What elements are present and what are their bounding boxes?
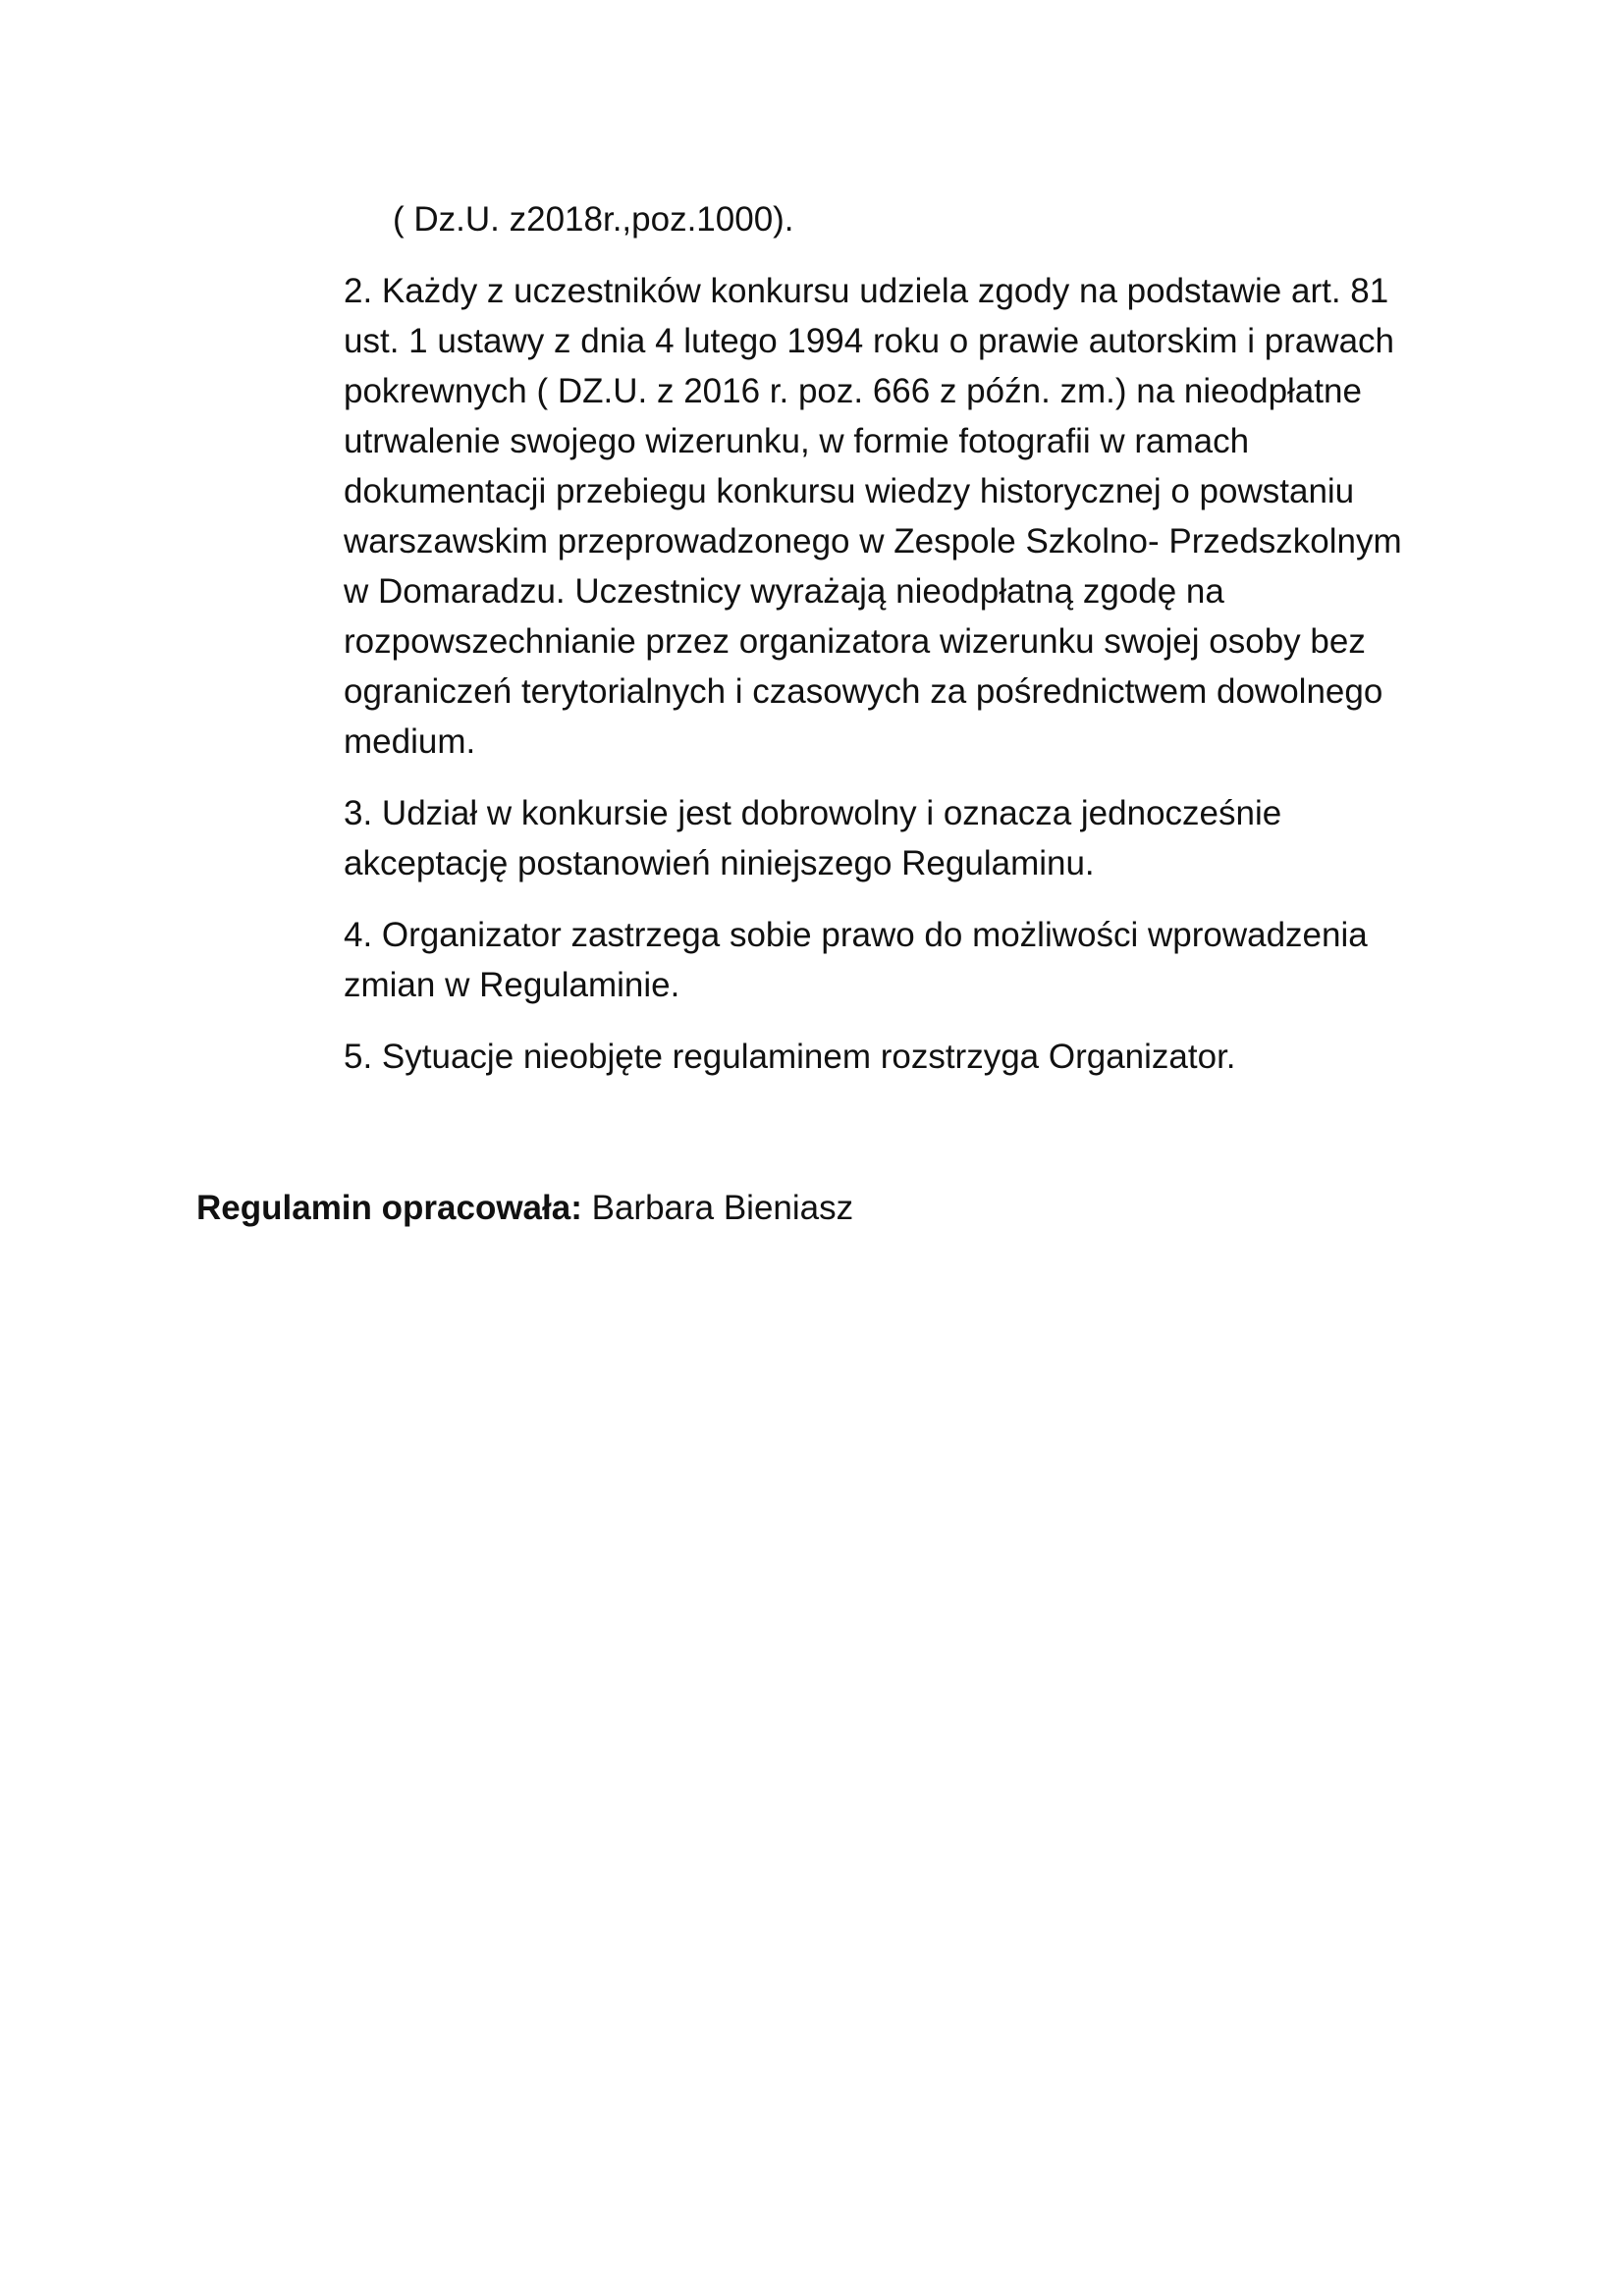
list-item-line: warszawskim przeprowadzonego w Zespole Szkolno- Przedszkolnym [344,522,1402,561]
list-item-3 [344,788,1443,888]
list-item-line: utrwalenie swojego wizerunku, w formie fotografii w ramach [344,422,1250,460]
list-item-5 [344,1032,1443,1082]
list-item-line: ograniczeń terytorialnych i czasowych za pośrednictwem dowolnego [344,672,1383,711]
list-item-2 [344,266,1443,767]
list-item-line: rozpowszechnianie przez organizatora wizerunku swojej osoby bez [344,622,1366,661]
list-item-line: 2. Każdy z uczestników konkursu udziela zgody na podstawie art. 81 [344,272,1389,310]
signature-label: Regulamin opracowała: [196,1189,582,1227]
signature-name: Barbara Bieniasz [581,1189,854,1227]
list-item-line: dokumentacji przebiegu konkursu wiedzy historycznej o powstaniu [344,472,1355,510]
signature-line [196,1183,853,1233]
list-item-line: 4. Organizator zastrzega sobie prawo do możliwości wprowadzenia [344,916,1368,954]
list-item-line: zmian w Regulaminie. [344,966,680,1004]
list-item-line: akceptację postanowień niniejszego Regulaminu. [344,844,1095,882]
list-item-line: w Domaradzu. Uczestnicy wyrażają nieodpłatną zgodę na [344,572,1224,611]
list-item-line: 5. Sytuacje nieobjęte regulaminem rozstrzyga Organizator. [344,1038,1236,1076]
list-item-line: ust. 1 ustawy z dnia 4 lutego 1994 roku o prawie autorskim i prawach [344,322,1395,360]
list-item-4 [344,910,1443,1010]
document-body [344,194,1443,1103]
list-item-line: medium. [344,722,476,761]
legal-reference-continuation: ( Dz.U. z2018r.,poz.1000). [393,200,794,239]
list-item-line: pokrewnych ( DZ.U. z 2016 r. poz. 666 z późn. zm.) na nieodpłatne [344,372,1362,410]
list-item-line: 3. Udział w konkursie jest dobrowolny i oznacza jednocześnie [344,794,1282,832]
